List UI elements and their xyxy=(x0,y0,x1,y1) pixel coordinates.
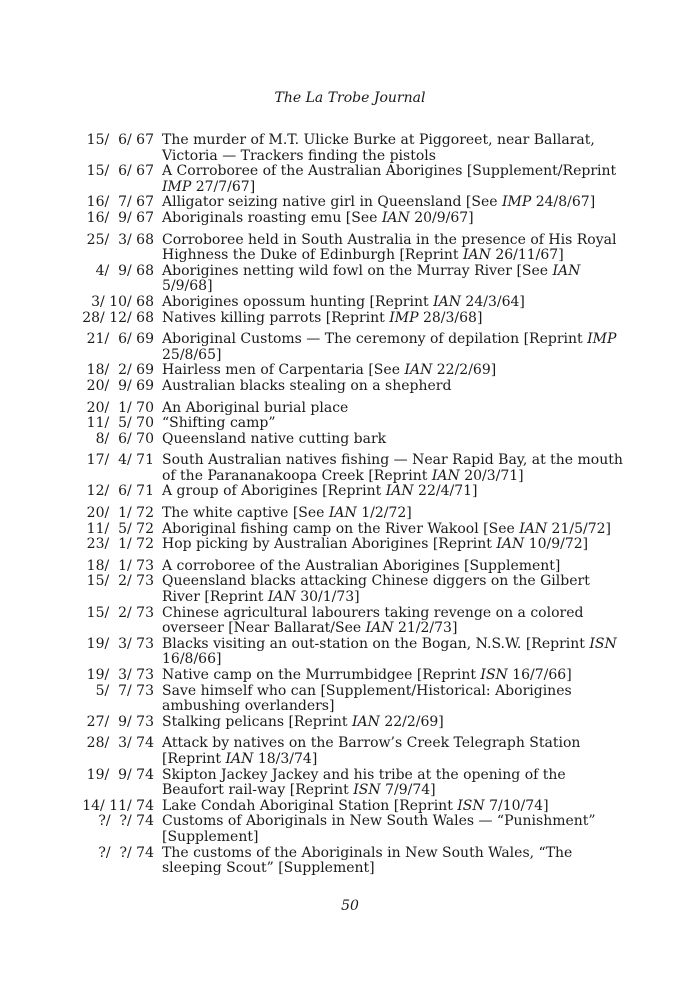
description-text: The murder of M.T. Ulicke Burke at Piggoreet, near Ballarat, Victoria — Trackers finding the pistols xyxy=(162,132,595,164)
description-text: 25/8/65] xyxy=(162,346,222,363)
publication-abbrev: IAN xyxy=(552,262,581,279)
description-text: 16/8/66] xyxy=(162,651,222,668)
entry-group xyxy=(70,453,630,500)
description-text: Natives killing parrots [Reprint xyxy=(162,309,390,326)
description-text: 7/9/74] xyxy=(380,782,436,799)
description-text: South Australian natives fishing — Near Rapid Bay, at the mouth of the Parananakoopa Creek [Reprint xyxy=(162,452,623,484)
publication-abbrev: IAN xyxy=(225,750,254,767)
description-text: 10/9/72] xyxy=(524,536,589,553)
description-text: 20/9/67] xyxy=(409,209,474,226)
list-item xyxy=(70,768,630,799)
description-text: 20/3/71] xyxy=(459,467,524,484)
description-text: Aborigines netting wild fowl on the Murray River [See xyxy=(162,262,553,279)
entry-date: 11/ 5/ 70 xyxy=(86,415,154,432)
entry-date: 28/ 12/ 68 xyxy=(82,309,154,326)
list-item xyxy=(70,133,630,164)
entry-description xyxy=(162,195,630,211)
entry-date: 16/ 7/ 67 xyxy=(86,194,154,211)
list-item xyxy=(70,379,630,395)
publication-abbrev: IAN xyxy=(462,247,491,264)
description-text: An Aboriginal burial place xyxy=(162,399,349,416)
list-item xyxy=(70,736,630,767)
list-item xyxy=(70,606,630,637)
publication-abbrev: IAN xyxy=(328,505,357,522)
list-item xyxy=(70,684,630,715)
description-text: 18/3/74] xyxy=(253,750,318,767)
entry-date: 14/ 11/ 74 xyxy=(82,797,154,814)
running-header: The La Trobe Journal xyxy=(274,90,426,106)
list-item xyxy=(70,814,630,845)
list-item xyxy=(70,799,630,815)
description-text: 1/2/72] xyxy=(356,505,412,522)
entry-group xyxy=(70,559,630,731)
entry-description xyxy=(162,522,630,538)
publication-abbrev: IMP xyxy=(162,178,192,195)
publication-abbrev: ISN xyxy=(589,635,617,652)
entry-description xyxy=(162,133,630,164)
publication-abbrev: IAN xyxy=(433,293,461,310)
description-text: A group of Aborigines [Reprint xyxy=(162,483,386,500)
list-item xyxy=(70,363,630,379)
description-text: Blacks visiting an out-station on the Bogan, N.S.W. [Reprint xyxy=(162,635,590,652)
entry-description xyxy=(162,453,630,484)
list-item xyxy=(70,559,630,575)
entry-date: 12/ 6/ 71 xyxy=(86,483,154,500)
list-item xyxy=(70,522,630,538)
entry-description xyxy=(162,164,630,195)
description-text: 30/1/73] xyxy=(295,589,360,606)
publication-abbrev: IMP xyxy=(587,331,617,348)
list-item xyxy=(70,715,630,731)
list-item xyxy=(70,264,630,295)
entry-date: 19/ 3/ 73 xyxy=(86,667,154,683)
entry-date: ?/ ?/ 74 xyxy=(98,844,154,861)
list-item xyxy=(70,453,630,484)
entry-date: 19/ 9/ 74 xyxy=(86,766,154,783)
entry-description xyxy=(162,537,630,553)
entry-description xyxy=(162,684,630,715)
description-text: Lake Condah Aboriginal Station [Reprint xyxy=(162,797,458,814)
entry-description xyxy=(162,432,630,448)
entry-group xyxy=(70,233,630,327)
entry-date: 8/ 6/ 70 xyxy=(95,430,154,447)
publication-abbrev: IAN xyxy=(351,713,380,730)
entry-date: 25/ 3/ 68 xyxy=(86,231,154,248)
description-text: Aboriginal fishing camp on the River Wakool [See xyxy=(162,520,520,537)
entry-description xyxy=(162,233,630,264)
description-text: Aboriginal Customs — The ceremony of depilation [Reprint xyxy=(162,331,588,348)
description-text: 24/8/67] xyxy=(531,194,596,211)
description-text: A Corroboree of the Australian Aborigines [Supplement/Reprint xyxy=(162,163,617,180)
publication-abbrev: IAN xyxy=(381,209,410,226)
entry-description xyxy=(162,814,630,845)
entry-date: 3/ 10/ 68 xyxy=(91,293,154,310)
publication-abbrev: IAN xyxy=(431,467,460,484)
entry-description xyxy=(162,559,630,575)
list-item xyxy=(70,846,630,877)
description-text: 28/3/68] xyxy=(418,309,483,326)
entry-date: 18/ 1/ 73 xyxy=(86,557,154,574)
publication-abbrev: IAN xyxy=(267,589,296,606)
entry-description xyxy=(162,295,630,311)
entry-description xyxy=(162,311,630,327)
entry-description xyxy=(162,264,630,295)
description-text: Aboriginals roasting emu [See xyxy=(162,209,382,226)
description-text: Chinese agricultural labourers taking revenge on a colored overseer [Near Ballarat/See xyxy=(162,604,584,637)
entry-description xyxy=(162,484,630,500)
description-text: Customs of Aboriginals in New South Wales — “Punishment” [Supplement] xyxy=(162,813,596,845)
entry-group xyxy=(70,332,630,394)
list-item xyxy=(70,637,630,668)
description-text: A corroboree of the Australian Aborigines [Supplement] xyxy=(162,557,561,574)
entry-date: 16/ 9/ 67 xyxy=(86,209,154,226)
publication-abbrev: ISN xyxy=(457,797,485,814)
publication-abbrev: IAN xyxy=(365,620,394,637)
description-text: “Shifting camp” xyxy=(162,415,276,432)
entry-date: 27/ 9/ 73 xyxy=(86,713,154,730)
list-item xyxy=(70,668,630,684)
entry-date: 15/ 6/ 67 xyxy=(86,132,154,148)
entry-date: 20/ 1/ 72 xyxy=(86,505,154,522)
publication-abbrev: IAN xyxy=(519,520,548,537)
entry-date: 19/ 3/ 73 xyxy=(86,635,154,652)
list-item xyxy=(70,295,630,311)
entry-date: 4/ 9/ 68 xyxy=(95,262,154,279)
list-item xyxy=(70,416,630,432)
list-item xyxy=(70,484,630,500)
list-item xyxy=(70,233,630,264)
entry-description xyxy=(162,637,630,668)
description-text: The customs of the Aboriginals in New South Wales, “The sleeping Scout” [Supplement] xyxy=(162,844,573,877)
entry-description xyxy=(162,768,630,799)
description-text: Save himself who can [Supplement/Historical: Aborigines ambushing overlanders] xyxy=(162,682,572,715)
entry-date: 15/ 6/ 67 xyxy=(86,163,154,180)
description-text: Hop picking by Australian Aborigines [Reprint xyxy=(162,536,497,553)
entry-description xyxy=(162,506,630,522)
entry-description xyxy=(162,332,630,363)
entry-description xyxy=(162,574,630,605)
list-item xyxy=(70,332,630,363)
entry-description xyxy=(162,736,630,767)
list-item xyxy=(70,432,630,448)
description-text: Alligator seizing native girl in Queensland [See xyxy=(162,194,502,211)
entry-description xyxy=(162,401,630,417)
entry-description xyxy=(162,846,630,877)
description-text: 21/5/72] xyxy=(547,520,611,537)
entry-description xyxy=(162,211,630,227)
entry-date: 18/ 2/ 69 xyxy=(86,362,154,379)
entry-date: 20/ 9/ 69 xyxy=(86,377,154,394)
description-text: 16/7/66] xyxy=(507,667,572,683)
entry-group xyxy=(70,506,630,553)
publication-abbrev: IAN xyxy=(404,362,433,379)
description-text: 21/2/73] xyxy=(393,620,458,637)
entry-date: 15/ 2/ 73 xyxy=(86,604,154,621)
description-text: Australian blacks stealing on a shepherd xyxy=(162,377,452,394)
description-text: Queensland native cutting bark xyxy=(162,430,387,447)
entry-description xyxy=(162,363,630,379)
description-text: Queensland blacks attacking Chinese diggers on the Gilbert River [Reprint xyxy=(162,573,590,606)
description-text: 26/11/67] xyxy=(490,247,564,264)
entry-date: 21/ 6/ 69 xyxy=(86,331,154,348)
list-item xyxy=(70,401,630,417)
entry-description xyxy=(162,379,630,395)
page-number: 50 xyxy=(341,898,359,914)
entry-date: 20/ 1/ 70 xyxy=(86,399,154,416)
entry-description xyxy=(162,799,630,815)
description-text: 22/4/71] xyxy=(413,483,478,500)
entry-date: 17/ 4/ 71 xyxy=(86,452,154,469)
description-text: The white captive [See xyxy=(162,505,329,522)
description-text: 27/7/67] xyxy=(191,178,256,195)
entry-date: 15/ 2/ 73 xyxy=(86,573,154,590)
list-item xyxy=(70,574,630,605)
entry-group xyxy=(70,401,630,448)
list-item xyxy=(70,211,630,227)
publication-abbrev: ISN xyxy=(353,782,381,799)
description-text: Stalking pelicans [Reprint xyxy=(162,713,352,730)
description-text: 22/2/69] xyxy=(432,362,497,379)
list-item xyxy=(70,506,630,522)
entry-description xyxy=(162,668,630,684)
description-text: 22/2/69] xyxy=(379,713,444,730)
list-item xyxy=(70,311,630,327)
publication-abbrev: IAN xyxy=(385,483,414,500)
description-text: 7/10/74] xyxy=(484,797,549,814)
entry-group xyxy=(70,133,630,227)
list-item xyxy=(70,164,630,195)
description-text: Skipton Jackey Jackey and his tribe at the opening of the Beaufort rail-way [Reprint xyxy=(162,766,566,799)
entry-list xyxy=(70,133,630,883)
entry-date: 11/ 5/ 72 xyxy=(86,520,154,537)
entry-date: 23/ 1/ 72 xyxy=(86,536,154,553)
description-text: Attack by natives on the Barrow’s Creek Telegraph Station [Reprint xyxy=(162,735,581,767)
description-text: Corroboree held in South Australia in the presence of His Royal Highness the Duke of Edinburgh [Reprint xyxy=(162,231,617,264)
publication-abbrev: IMP xyxy=(502,194,532,211)
list-item xyxy=(70,537,630,553)
publication-abbrev: ISN xyxy=(480,667,508,683)
description-text: Hairless men of Carpentaria [See xyxy=(162,362,405,379)
entry-description xyxy=(162,416,630,432)
publication-abbrev: IMP xyxy=(389,309,419,326)
description-text: 5/9/68] xyxy=(162,278,213,295)
publication-abbrev: IAN xyxy=(496,536,525,553)
description-text: Native camp on the Murrumbidgee [Reprint xyxy=(162,667,481,683)
entry-date: ?/ ?/ 74 xyxy=(98,813,154,830)
list-item xyxy=(70,195,630,211)
description-text: 24/3/64] xyxy=(460,293,525,310)
entry-date: 28/ 3/ 74 xyxy=(86,735,154,752)
entry-description xyxy=(162,606,630,637)
entry-description xyxy=(162,715,630,731)
entry-group xyxy=(70,736,630,876)
description-text: Aborigines opossum hunting [Reprint xyxy=(162,293,434,310)
entry-date: 5/ 7/ 73 xyxy=(95,682,154,699)
